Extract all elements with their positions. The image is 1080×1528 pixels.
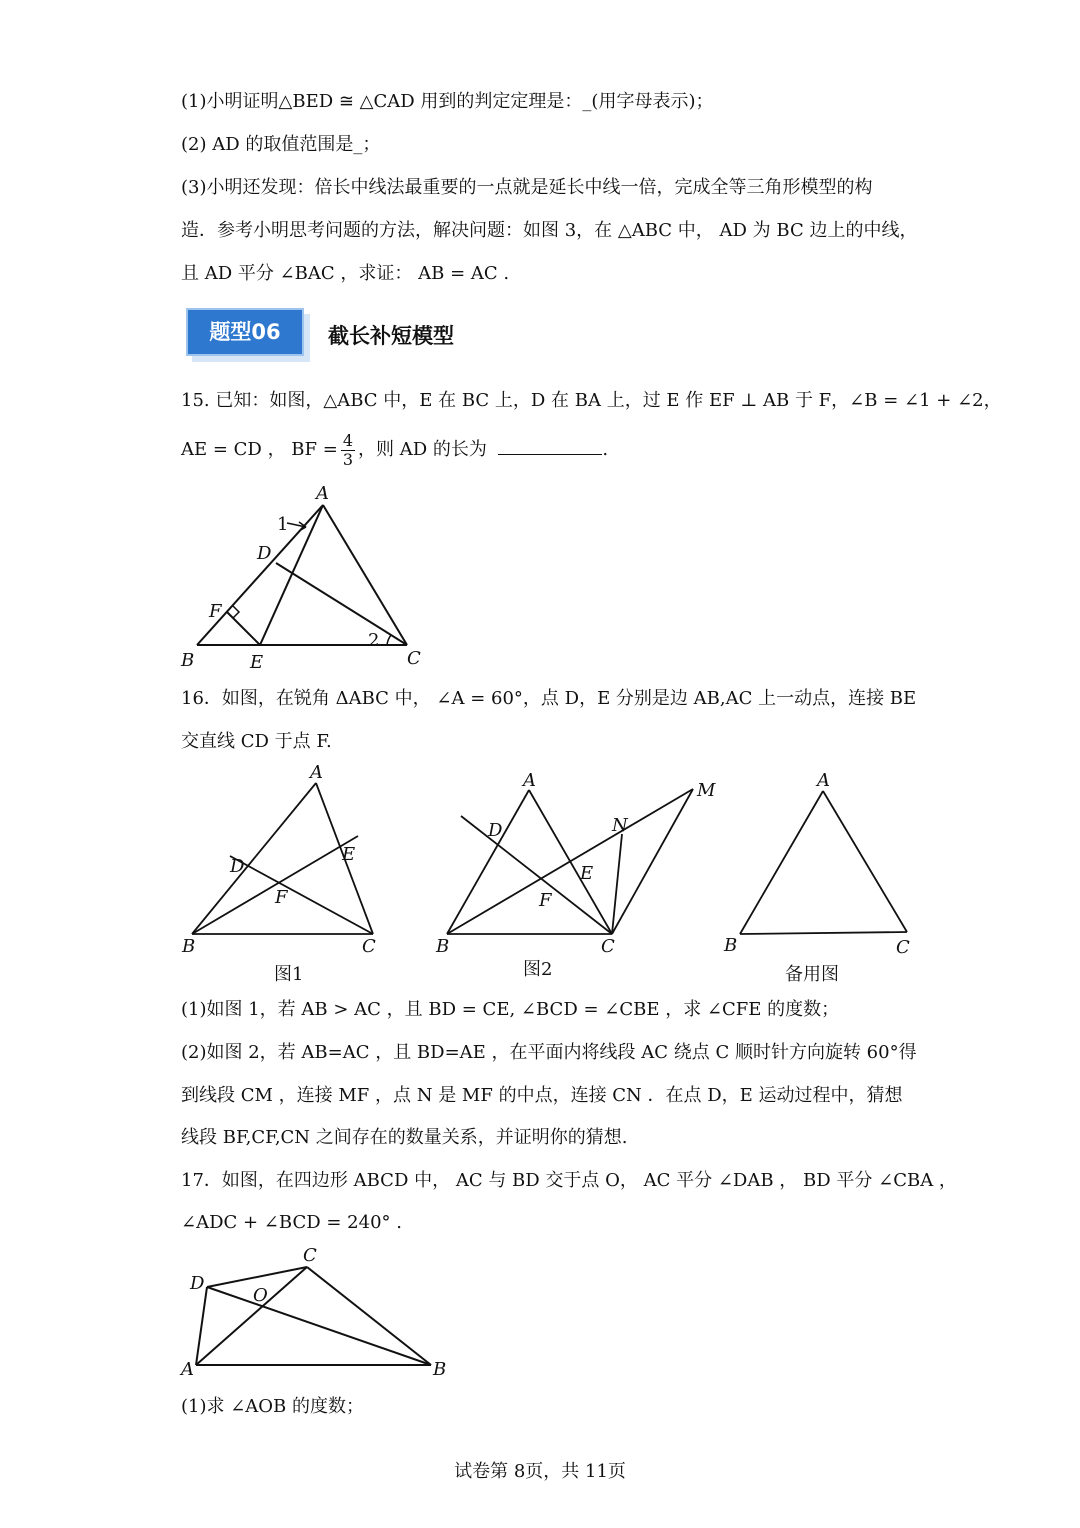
q15-frac-den: 3	[342, 449, 354, 469]
q15-line-2-end: .	[602, 439, 609, 460]
text-line-4: 造．参考小明思考问题的方法，解决问题：如图 3，在 △ABC 中， AD 为 BC 边上的中线，	[181, 220, 918, 241]
q16-f1-label-b: B	[182, 936, 196, 957]
q16-caption-2: 图2	[523, 959, 553, 980]
q16-f3-label-b: B	[724, 935, 738, 956]
q17-segment-cb	[307, 1267, 431, 1365]
q15-line-2b: ，则 AD 的长为	[358, 439, 487, 460]
q15-label-b: B	[181, 650, 195, 671]
q15-label-angle-1: 1	[277, 514, 289, 535]
q16-f2-label-c: C	[601, 936, 615, 957]
q16-sub-1: (1)如图 1，若 AB > AC ，且 BD = CE, ∠BCD = ∠CBE ，求 ∠CFE 的度数；	[181, 999, 840, 1020]
q16-f1-label-d: D	[230, 856, 245, 877]
q15-frac-num: 4	[342, 430, 354, 450]
q16-f3-label-a: A	[817, 770, 830, 791]
q16-f2-label-m: M	[697, 780, 716, 801]
q15-label-f: F	[209, 601, 222, 622]
q15-label-angle-2: 2	[368, 630, 380, 651]
q17-label-b: B	[433, 1359, 447, 1380]
q16-f2-label-a: A	[523, 770, 536, 791]
q16-f2-label-f: F	[539, 890, 552, 911]
text-line-3: (3)小明还发现：倍长中线法最重要的一点就是延长中线一倍，完成全等三角形模型的构	[181, 177, 873, 198]
page-footer: 试卷第 8页，共 11页	[454, 1461, 626, 1482]
text-line-1: (1)小明证明△BED ≅ △CAD 用到的判定定理是：_(用字母表示)；	[181, 91, 714, 112]
q17-label-d: D	[190, 1273, 205, 1294]
q16-f1-label-c: C	[362, 936, 376, 957]
q16-f3-label-c: C	[896, 937, 910, 958]
text-line-2: (2) AD 的取值范围是_；	[181, 134, 381, 155]
q16-line-2: 交直线 CD 于点 F.	[181, 731, 332, 752]
q16-f1-label-e: E	[342, 844, 356, 865]
q16-f1-label-a: A	[310, 762, 323, 783]
q16-caption-1: 图1	[274, 964, 304, 985]
q15-label-a: A	[316, 483, 329, 504]
q15-label-c: C	[407, 648, 421, 669]
q16-f1-label-f: F	[275, 887, 288, 908]
text-line-5: 且 AD 平分 ∠BAC ，求证： AB = AC .	[181, 263, 510, 284]
q17-line-1: 17．如图，在四边形 ABCD 中， AC 与 BD 交于点 O， AC 平分 ∠DAB ， BD 平分 ∠CBA ，	[181, 1170, 957, 1191]
q17-label-o: O	[253, 1285, 268, 1306]
q15-line-1: 15. 已知：如图，△ABC 中，E 在 BC 上，D 在 BA 上，过 E 作 EF ⊥ AB 于 F，∠B = ∠1 + ∠2，	[181, 390, 1002, 411]
q15-label-e: E	[250, 652, 264, 673]
q16-caption-3: 备用图	[785, 964, 839, 985]
q17-sub-1: (1)求 ∠AOB 的度数；	[181, 1396, 365, 1417]
q15-line-2a: AE = CD ， BF =	[181, 439, 338, 460]
q16-f2-label-d: D	[488, 820, 503, 841]
q16-f2-label-b: B	[436, 936, 450, 957]
q16-f2-label-n: N	[612, 815, 628, 836]
q16-sub-2-line-2: 到线段 CM ，连接 MF ，点 N 是 MF 的中点，连接 CN ．在点 D，E 运动过程中，猜想	[181, 1085, 903, 1106]
q16-sub-2-line-1: (2)如图 2，若 AB=AC ，且 BD=AE ，在平面内将线段 AC 绕点 C 顺时针方向旋转 60°得	[181, 1042, 917, 1063]
q17-label-a: A	[181, 1359, 194, 1380]
q17-segment-ad	[196, 1287, 207, 1365]
q17-line-2: ∠ADC + ∠BCD = 240° .	[181, 1212, 402, 1233]
q15-label-d: D	[257, 543, 272, 564]
q17-label-c: C	[303, 1245, 317, 1266]
q16-line-1: 16．如图，在锐角 ΔABC 中， ∠A = 60°，点 D，E 分别是边 AB,AC 上一动点，连接 BE	[181, 688, 917, 709]
q16-sub-2-line-3: 线段 BF,CF,CN 之间存在的数量关系，并证明你的猜想.	[181, 1127, 628, 1148]
q17-segment-dc	[207, 1267, 307, 1287]
section-title: 截长补短模型	[328, 324, 454, 348]
q16-f2-label-e: E	[580, 863, 594, 884]
section-badge-label: 题型06	[209, 320, 281, 344]
